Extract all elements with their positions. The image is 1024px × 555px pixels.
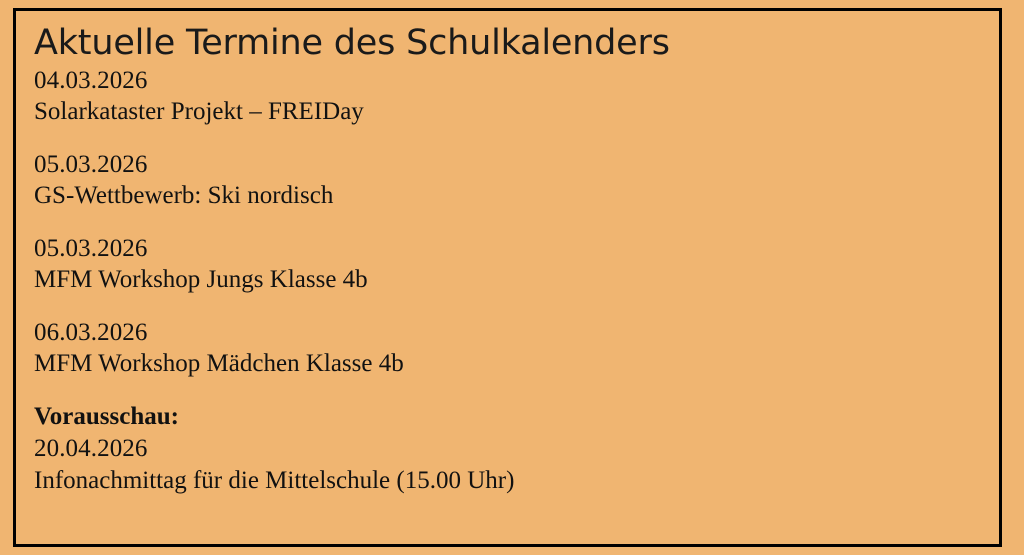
preview-date: 20.04.2026 (34, 435, 148, 463)
entry-text: Solarkataster Projekt – FREIDay (34, 98, 364, 126)
list-item (34, 317, 981, 380)
entry-text: MFM Workshop Jungs Klasse 4b (34, 266, 368, 294)
preview-section (34, 401, 981, 497)
entry-text: GS-Wettbewerb: Ski nordisch (34, 182, 334, 210)
list-item (34, 65, 981, 128)
entry-text: MFM Workshop Mädchen Klasse 4b (34, 350, 404, 378)
calendar-entry-list (34, 65, 981, 497)
preview-heading: Vorausschau: (34, 402, 179, 430)
page-title: Aktuelle Termine des Schulkalenders (34, 23, 670, 63)
list-item (34, 233, 981, 296)
school-calendar-box (13, 8, 1002, 547)
entry-date: 05.03.2026 (34, 234, 148, 262)
preview-text: Infonachmittag für die Mittelschule (15.00 Uhr) (34, 466, 515, 494)
entry-date: 04.03.2026 (34, 66, 148, 94)
entry-date: 05.03.2026 (34, 150, 148, 178)
entry-date: 06.03.2026 (34, 318, 148, 346)
list-item (34, 149, 981, 212)
